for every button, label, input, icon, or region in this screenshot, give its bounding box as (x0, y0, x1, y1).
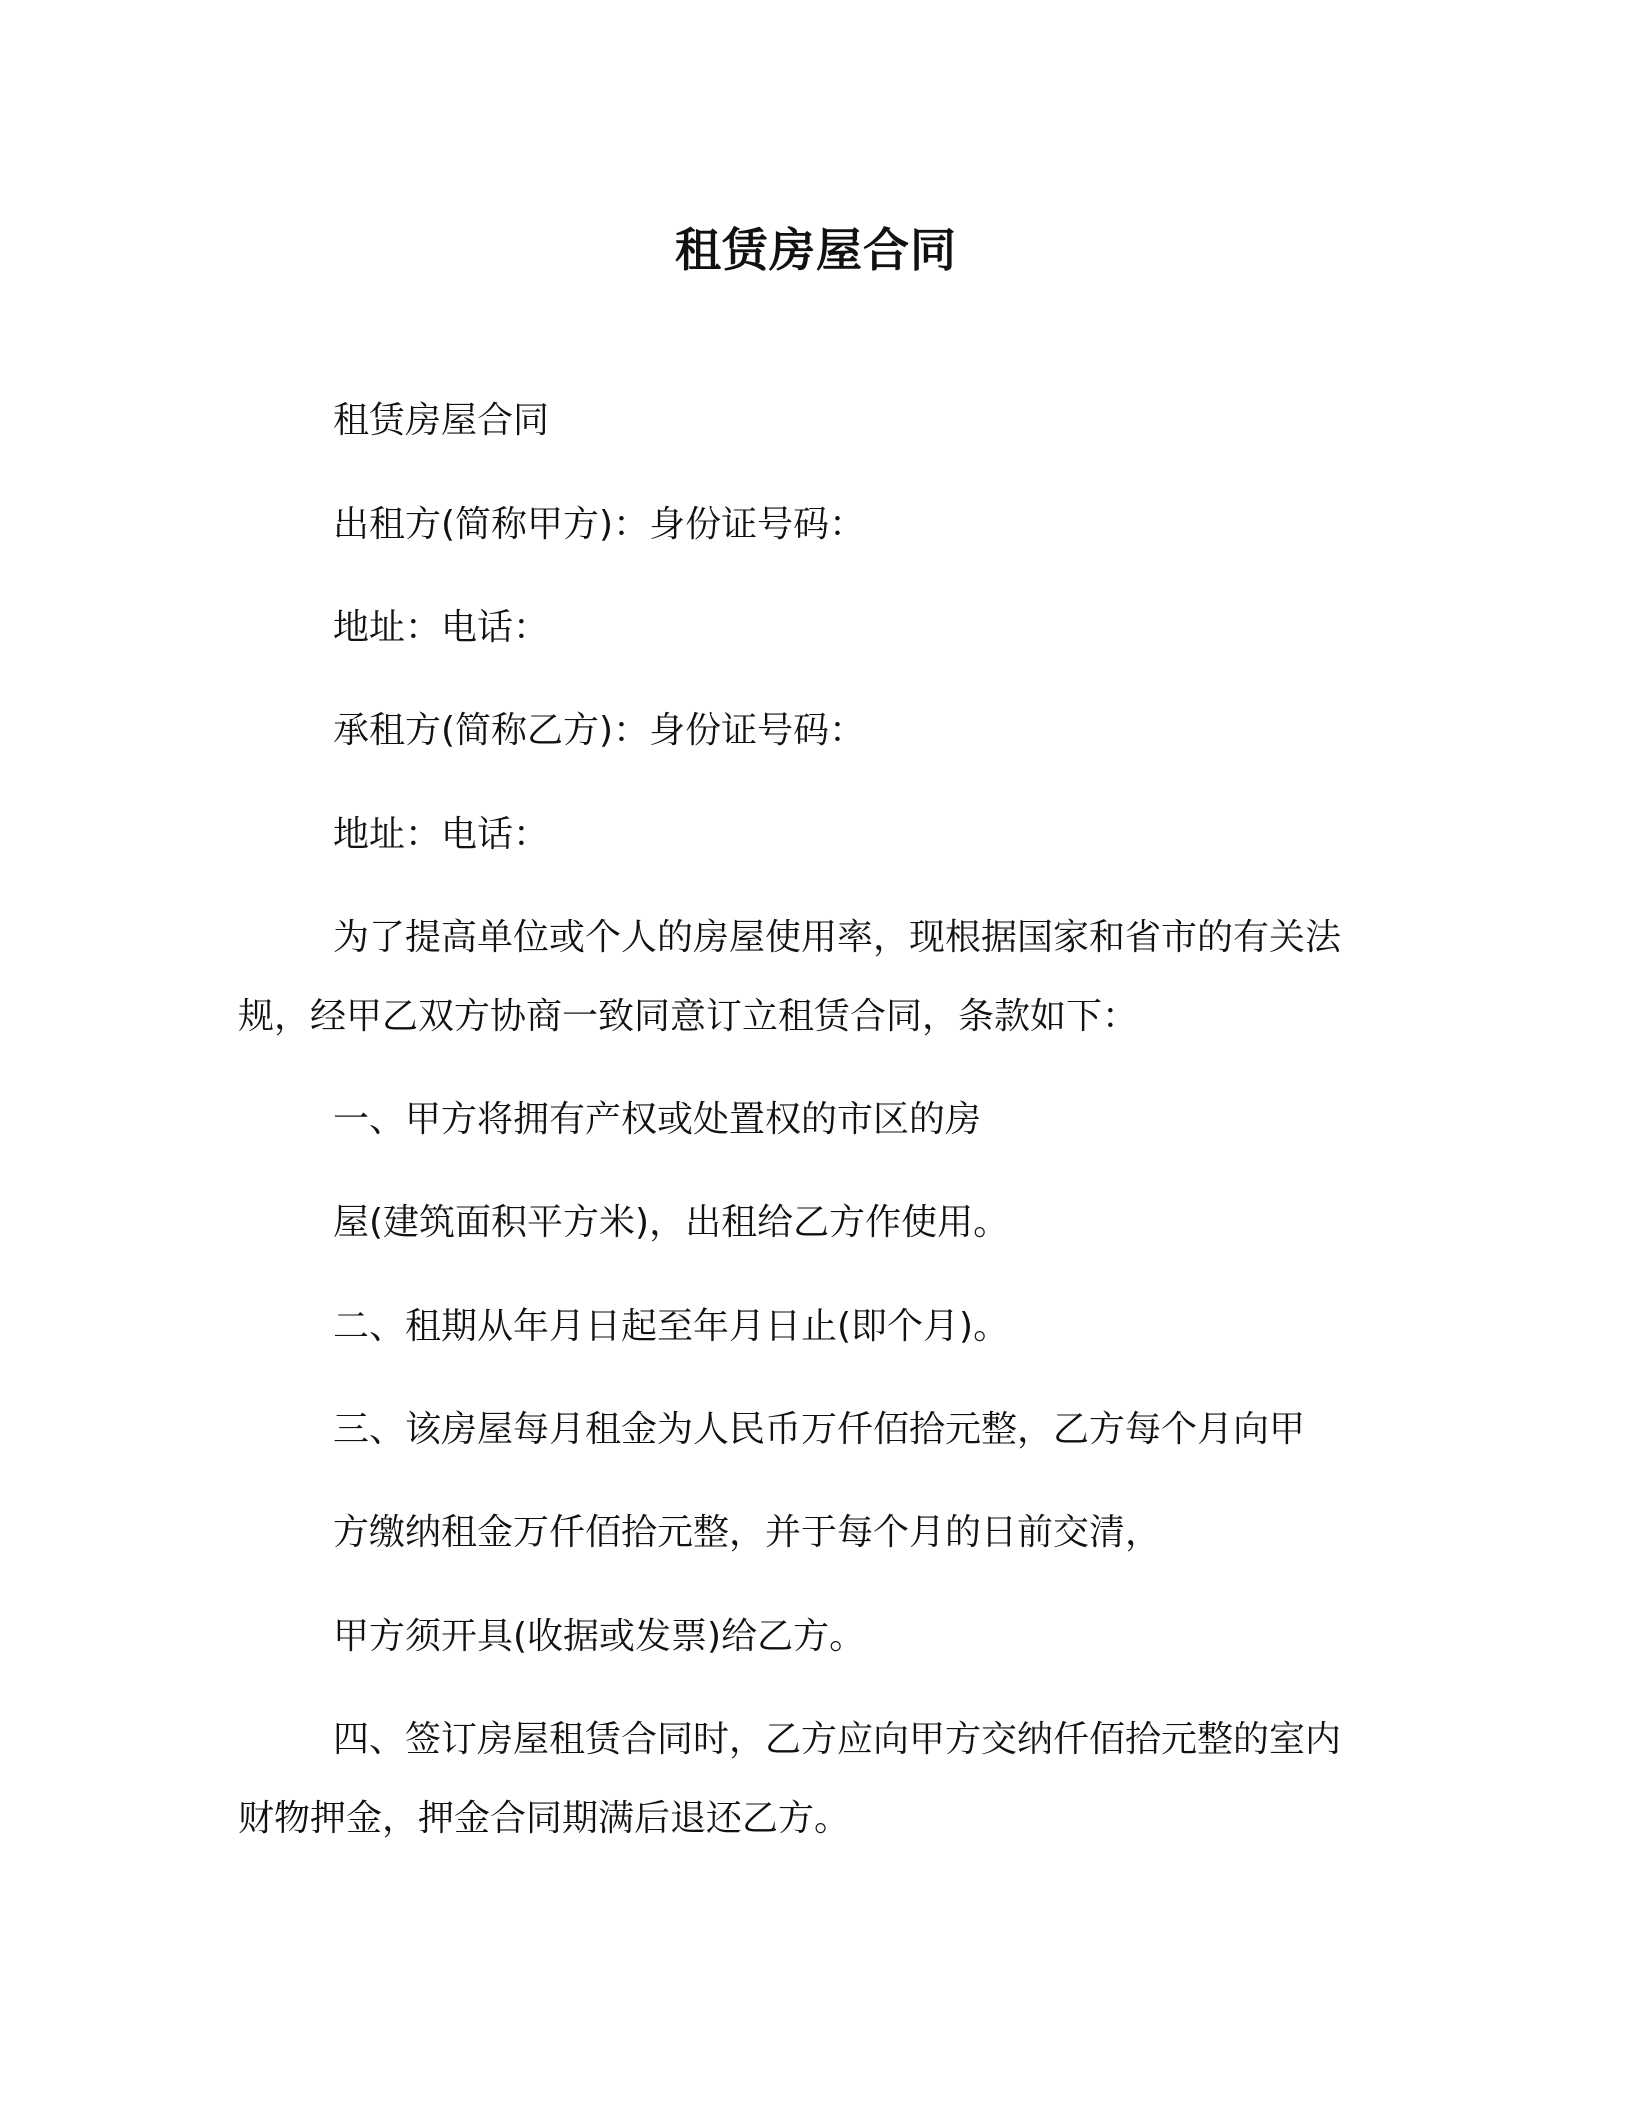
clause-4-line-2: 财物押金，押金合同期满后退还乙方。 (238, 1798, 851, 1839)
lessee-address-line: 地址：电话： (333, 814, 550, 855)
document-title: 租赁房屋合同 (675, 223, 957, 277)
lessor-address-line: 地址：电话： (333, 607, 550, 648)
clause-1-line-1: 一、甲方将拥有产权或处置权的市区的房 (333, 1099, 982, 1140)
lessor-id-line: 出租方(简称甲方)：身份证号码： (333, 504, 866, 545)
contract-heading-line: 租赁房屋合同 (333, 400, 550, 441)
lessee-id-line: 承租方(简称乙方)：身份证号码： (333, 710, 866, 751)
clause-3-line-1: 三、该房屋每月租金为人民币万仟佰拾元整，乙方每个月向甲 (333, 1409, 1306, 1450)
clause-3-line-2: 方缴纳租金万仟佰拾元整，并于每个月的日前交清， (333, 1512, 1162, 1553)
clause-2-line: 二、租期从年月日起至年月日止(即个月)。 (333, 1306, 1010, 1347)
clause-4-line-1: 四、签订房屋租赁合同时，乙方应向甲方交纳仟佰拾元整的室内 (333, 1719, 1342, 1760)
preamble-line-2: 规，经甲乙双方协商一致同意订立租赁合同，条款如下： (238, 996, 1139, 1037)
clause-1-line-2: 屋(建筑面积平方米)，出租给乙方作使用。 (333, 1202, 1010, 1243)
clause-3-line-3: 甲方须开具(收据或发票)给乙方。 (333, 1616, 866, 1657)
preamble-line-1: 为了提高单位或个人的房屋使用率，现根据国家和省市的有关法 (333, 917, 1342, 958)
